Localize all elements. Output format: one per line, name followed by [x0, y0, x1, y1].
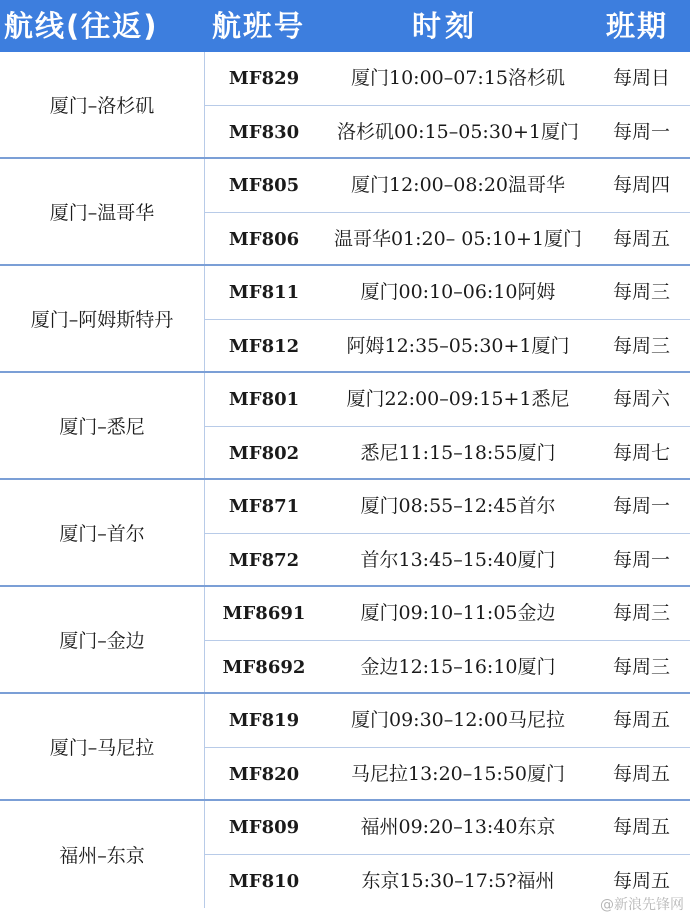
flight-schedule: 每周五	[612, 763, 670, 785]
flight-time: 厦门22:00–09:15+1悉尼	[346, 388, 570, 410]
flight-number: MF811	[228, 282, 300, 303]
flight-number: MF812	[228, 336, 300, 357]
flight-number: MF806	[228, 229, 300, 250]
watermark: @新浪先锋网	[600, 897, 684, 913]
flight-time: 东京15:30–17:5?福州	[361, 870, 555, 892]
flight-time: 福州09:20–13:40东京	[360, 816, 556, 838]
header-schedule: 班期	[605, 9, 668, 43]
flight-time: 厦门08:55–12:45首尔	[360, 495, 556, 517]
flight-time: 阿姆12:35–05:30+1厦门	[346, 335, 570, 357]
route-group	[0, 159, 690, 266]
flight-time: 温哥华01:20– 05:10+1厦门	[333, 228, 583, 250]
flight-time: 厦门00:10–06:10阿姆	[360, 281, 556, 303]
flight-number: MF819	[228, 710, 300, 731]
table-row	[205, 106, 690, 159]
flight-number: MF8691	[222, 603, 306, 624]
flight-schedule: 每周一	[612, 549, 670, 571]
route-name: 厦门–金边	[0, 587, 205, 692]
header-flight-number: 航班号	[212, 9, 306, 43]
flight-schedule: 每周六	[612, 388, 670, 410]
flight-number: MF801	[228, 389, 300, 410]
header-route: 航线(往返)	[4, 9, 159, 43]
route-name: 厦门–悉尼	[0, 373, 205, 478]
table-row	[205, 641, 690, 694]
flight-time: 厦门09:10–11:05金边	[360, 602, 556, 624]
table-row	[205, 266, 690, 320]
flight-schedule: 每周三	[612, 656, 670, 678]
table-header	[0, 0, 690, 52]
table-row	[205, 587, 690, 641]
flight-schedule: 每周一	[612, 495, 670, 517]
flight-time: 厦门12:00–08:20温哥华	[350, 174, 565, 196]
flight-schedule: 每周三	[612, 335, 670, 357]
header-time: 时刻	[411, 9, 478, 43]
table-row	[205, 427, 690, 480]
flight-schedule: 每周五	[612, 816, 670, 838]
table-row	[205, 748, 690, 801]
flight-schedule: 每周四	[612, 174, 670, 196]
flight-time: 马尼拉13:20–15:50厦门	[350, 763, 565, 785]
route-group	[0, 587, 690, 694]
table-row	[205, 213, 690, 266]
route-name: 厦门–阿姆斯特丹	[0, 266, 205, 371]
route-group	[0, 694, 690, 801]
flight-number: MF809	[228, 817, 300, 838]
route-group	[0, 480, 690, 587]
flight-time: 洛杉矶00:15–05:30+1厦门	[336, 121, 580, 143]
flight-schedule: 每周五	[612, 709, 670, 731]
flight-schedule: 每周一	[612, 121, 670, 143]
route-name: 厦门–温哥华	[0, 159, 205, 264]
route-group	[0, 52, 690, 159]
table-row	[205, 694, 690, 748]
flight-time: 首尔13:45–15:40厦门	[360, 549, 556, 571]
flight-number: MF872	[228, 550, 300, 571]
flight-number: MF829	[228, 68, 300, 89]
flight-time: 金边12:15–16:10厦门	[360, 656, 556, 678]
flight-number: MF820	[228, 764, 300, 785]
flight-time: 厦门09:30–12:00马尼拉	[350, 709, 565, 731]
route-name: 福州–东京	[0, 801, 205, 908]
flight-number: MF8692	[222, 657, 306, 678]
table-row	[205, 801, 690, 855]
flight-schedule: 每周三	[612, 602, 670, 624]
flight-number: MF805	[228, 175, 300, 196]
table-body	[0, 52, 690, 916]
table-row	[205, 320, 690, 373]
flight-schedule: 每周五	[612, 870, 670, 892]
route-group	[0, 266, 690, 373]
route-name: 厦门–马尼拉	[0, 694, 205, 799]
flight-schedule: 每周三	[612, 281, 670, 303]
flight-number: MF871	[228, 496, 300, 517]
flight-time: 悉尼11:15–18:55厦门	[360, 442, 556, 464]
flight-schedule: 每周日	[612, 67, 670, 89]
table-row	[205, 52, 690, 106]
flight-time: 厦门10:00–07:15洛杉矶	[350, 67, 565, 89]
flight-number: MF830	[228, 122, 300, 143]
table-row	[205, 159, 690, 213]
flight-number: MF810	[228, 871, 300, 892]
route-group	[0, 801, 690, 908]
route-name: 厦门–首尔	[0, 480, 205, 585]
table-row	[205, 534, 690, 587]
route-name: 厦门–洛杉矶	[0, 52, 205, 157]
route-group	[0, 373, 690, 480]
flight-schedule: 每周五	[612, 228, 670, 250]
table-row	[205, 373, 690, 427]
flight-schedule: 每周七	[612, 442, 670, 464]
table-row	[205, 480, 690, 534]
flight-number: MF802	[228, 443, 300, 464]
